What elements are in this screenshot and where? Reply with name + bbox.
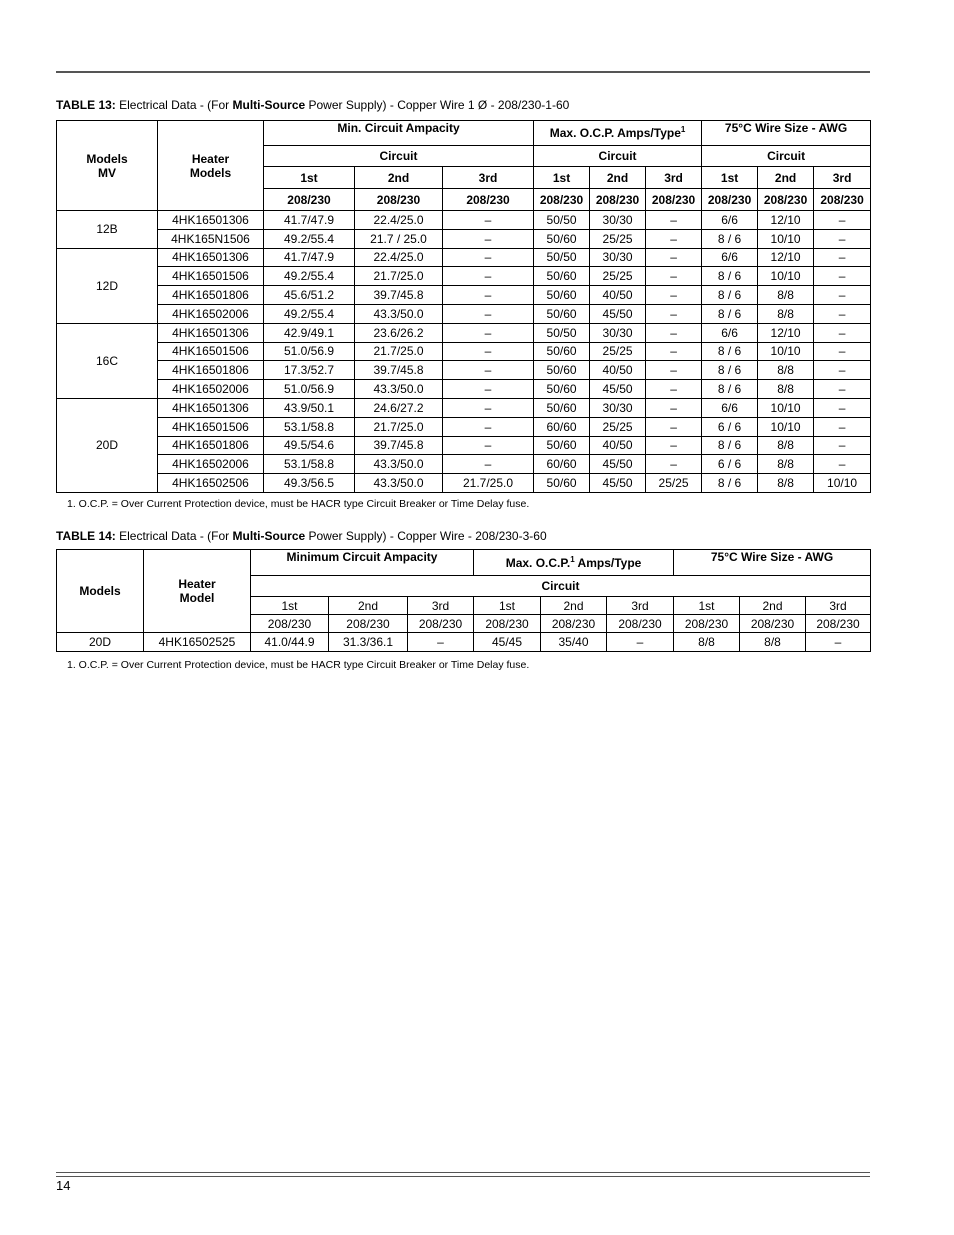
table-cell: – — [646, 361, 702, 380]
table-cell: 53.1/58.8 — [264, 417, 355, 436]
table-13-caption: TABLE 13: Electrical Data - (For Multi-Source Power Supply) - Copper Wire 1 Ø - 208/230-1-60 — [56, 98, 570, 112]
table-cell: 21.7/25.0 — [443, 474, 534, 493]
table-cell: – — [646, 455, 702, 474]
table-cell: – — [443, 361, 534, 380]
circuit-1st-header: 1st — [702, 167, 758, 189]
table-row — [57, 304, 871, 323]
heater-models-header: Heater Models — [158, 121, 264, 211]
table-cell: – — [814, 417, 871, 436]
model-group — [57, 398, 871, 492]
table-cell: 22.4/25.0 — [355, 248, 443, 267]
table-14 — [56, 549, 871, 652]
table-cell: 6/6 — [702, 398, 758, 417]
table-cell: 30/30 — [590, 323, 646, 342]
heater-model-cell: 4HK16502006 — [158, 380, 264, 399]
table-cell: 51.0/56.9 — [264, 380, 355, 399]
table-row — [57, 323, 871, 342]
table-cell: 50/60 — [534, 380, 590, 399]
table-cell: 22.4/25.0 — [355, 211, 443, 230]
table-cell: – — [443, 398, 534, 417]
table-cell: 45/45 — [474, 633, 541, 652]
table-cell: 6/6 — [702, 211, 758, 230]
table-cell: 50/50 — [534, 248, 590, 267]
table-cell: – — [814, 248, 871, 267]
table-cell: 50/60 — [534, 342, 590, 361]
table-row — [57, 342, 871, 361]
table-14-caption: TABLE 14: Electrical Data - (For Multi-Source Power Supply) - Copper Wire - 208/230-3-60 — [56, 529, 547, 543]
table-row — [57, 229, 871, 248]
table-cell: 8 / 6 — [702, 342, 758, 361]
table-row — [57, 286, 871, 305]
table-cell: – — [814, 455, 871, 474]
table-cell: 6 / 6 — [702, 455, 758, 474]
table-cell: 25/25 — [590, 229, 646, 248]
circuit-header: Circuit — [251, 576, 871, 597]
voltage-header: 208/230 — [443, 189, 534, 211]
voltage-header: 208/230 — [607, 615, 674, 633]
table-cell: 6 / 6 — [702, 417, 758, 436]
table-cell: 25/25 — [646, 474, 702, 493]
circuit-header: Circuit — [702, 146, 871, 167]
table-cell: 8/8 — [758, 455, 814, 474]
table-cell: – — [646, 436, 702, 455]
voltage-header: 208/230 — [702, 189, 758, 211]
table-cell: 49.3/56.5 — [264, 474, 355, 493]
table-cell: 25/25 — [590, 267, 646, 286]
circuit-3rd-header: 3rd — [408, 597, 474, 615]
table-cell: 25/25 — [590, 417, 646, 436]
table-cell: 60/60 — [534, 417, 590, 436]
voltage-header: 208/230 — [674, 615, 740, 633]
table-cell: 8/8 — [758, 474, 814, 493]
voltage-header: 208/230 — [251, 615, 329, 633]
heater-model-cell: 4HK16501306 — [158, 248, 264, 267]
table-cell: 30/30 — [590, 248, 646, 267]
table-cell: – — [408, 633, 474, 652]
voltage-header: 208/230 — [806, 615, 871, 633]
heater-model-cell: 4HK16501306 — [158, 398, 264, 417]
table-cell: 45/50 — [590, 455, 646, 474]
model-group — [57, 248, 871, 323]
voltage-header: 208/230 — [646, 189, 702, 211]
voltage-header: 208/230 — [740, 615, 806, 633]
table-cell: 8 / 6 — [702, 380, 758, 399]
circuit-header: Circuit — [534, 146, 702, 167]
table-cell: 21.7/25.0 — [355, 267, 443, 286]
table-cell: – — [443, 380, 534, 399]
heater-model-cell: 4HK16502506 — [158, 474, 264, 493]
table-cell: – — [646, 342, 702, 361]
table-cell: – — [443, 323, 534, 342]
footer-rule — [56, 1172, 870, 1177]
table-cell: 17.3/52.7 — [264, 361, 355, 380]
model-cell: 20D — [57, 398, 158, 492]
model-group — [57, 323, 871, 398]
table-cell: 39.7/45.8 — [355, 436, 443, 455]
models-header: Models — [57, 550, 144, 633]
voltage-header: 208/230 — [264, 189, 355, 211]
table-cell: – — [646, 323, 702, 342]
voltage-header: 208/230 — [534, 189, 590, 211]
max-ocp-header: Max. O.C.P. Amps/Type$^1$ — [534, 121, 702, 146]
table-cell: 49.2/55.4 — [264, 304, 355, 323]
table-cell: 8/8 — [758, 361, 814, 380]
table-cell: 45.6/51.2 — [264, 286, 355, 305]
table-cell: 50/60 — [534, 361, 590, 380]
table-cell: – — [814, 342, 871, 361]
table-cell: – — [443, 286, 534, 305]
table-cell: – — [814, 267, 871, 286]
table-cell: 21.7/25.0 — [355, 417, 443, 436]
table-cell: – — [814, 380, 871, 399]
table-cell: 8/8 — [758, 380, 814, 399]
model-cell: 12D — [57, 248, 158, 323]
table-cell: 43.9/50.1 — [264, 398, 355, 417]
circuit-1st-header: 1st — [534, 167, 590, 189]
table-cell: – — [814, 304, 871, 323]
table-cell: 25/25 — [590, 342, 646, 361]
voltage-header: 208/230 — [814, 189, 871, 211]
table-cell: 41.0/44.9 — [251, 633, 329, 652]
circuit-2nd-header: 2nd — [740, 597, 806, 615]
circuit-3rd-header: 3rd — [607, 597, 674, 615]
table-cell: 50/60 — [534, 286, 590, 305]
table-cell: 10/10 — [758, 342, 814, 361]
table-cell: – — [814, 436, 871, 455]
table-cell: – — [814, 398, 871, 417]
table-cell: – — [607, 633, 674, 652]
table-cell: 21.7/25.0 — [355, 342, 443, 361]
heater-model-cell: 4HK16502006 — [158, 455, 264, 474]
table-cell: – — [443, 304, 534, 323]
heater-model-cell: 4HK16501506 — [158, 342, 264, 361]
table-cell: – — [646, 304, 702, 323]
circuit-2nd-header: 2nd — [329, 597, 408, 615]
table-cell: 12/10 — [758, 248, 814, 267]
table-13-footnote: 1. O.C.P. = Over Current Protection device, must be HACR type Circuit Breaker or Time Delay fuse. — [67, 498, 530, 510]
circuit-2nd-header: 2nd — [590, 167, 646, 189]
heater-model-header: Heater Model — [144, 550, 251, 633]
table-row — [57, 211, 871, 230]
table-cell: 53.1/58.8 — [264, 455, 355, 474]
table-row — [57, 267, 871, 286]
table-cell: 50/60 — [534, 304, 590, 323]
heater-model-cell: 4HK165N1506 — [158, 229, 264, 248]
circuit-3rd-header: 3rd — [443, 167, 534, 189]
table-cell: – — [443, 417, 534, 436]
table-cell: – — [443, 229, 534, 248]
table-cell: 51.0/56.9 — [264, 342, 355, 361]
table-cell: – — [443, 267, 534, 286]
table-row — [57, 417, 871, 436]
table-cell: – — [646, 267, 702, 286]
table-cell: – — [646, 286, 702, 305]
table-cell: 8 / 6 — [702, 304, 758, 323]
table-cell: – — [814, 211, 871, 230]
table-cell: 8/8 — [758, 304, 814, 323]
table-cell: 8 / 6 — [702, 229, 758, 248]
table-cell: 40/50 — [590, 361, 646, 380]
heater-model-cell: 4HK16502006 — [158, 304, 264, 323]
table-cell: – — [443, 248, 534, 267]
table-cell: 8 / 6 — [702, 286, 758, 305]
table-cell: 8/8 — [758, 286, 814, 305]
table-cell: 21.7 / 25.0 — [355, 229, 443, 248]
table-cell: 8 / 6 — [702, 267, 758, 286]
table-cell: – — [443, 436, 534, 455]
table-cell: 45/50 — [590, 304, 646, 323]
model-cell: 16C — [57, 323, 158, 398]
table-cell: 12/10 — [758, 211, 814, 230]
voltage-header: 208/230 — [590, 189, 646, 211]
table-cell: 8/8 — [674, 633, 740, 652]
table-cell: – — [806, 633, 871, 652]
table-cell: 50/50 — [534, 323, 590, 342]
table-cell: 12/10 — [758, 323, 814, 342]
heater-model-cell: 4HK16501506 — [158, 417, 264, 436]
table-cell: 8/8 — [758, 436, 814, 455]
model-cell: 20D — [57, 633, 144, 652]
table-row — [57, 380, 871, 399]
max-ocp-header: Max. O.C.P.$^1$ Amps/Type — [474, 550, 674, 576]
table-row — [57, 436, 871, 455]
table-cell: 49.2/55.4 — [264, 229, 355, 248]
table-14-footnote: 1. O.C.P. = Over Current Protection device, must be HACR type Circuit Breaker or Time Delay fuse. — [67, 659, 530, 671]
voltage-header: 208/230 — [758, 189, 814, 211]
table-cell: 41.7/47.9 — [264, 211, 355, 230]
table-cell: 6/6 — [702, 248, 758, 267]
circuit-2nd-header: 2nd — [758, 167, 814, 189]
table-cell: 10/10 — [814, 474, 871, 493]
table-cell: 50/60 — [534, 436, 590, 455]
table-cell: – — [443, 455, 534, 474]
table-cell: 50/60 — [534, 229, 590, 248]
voltage-header: 208/230 — [474, 615, 541, 633]
table-cell: – — [646, 211, 702, 230]
circuit-header: Circuit — [264, 146, 534, 167]
circuit-2nd-header: 2nd — [355, 167, 443, 189]
page-number: 14 — [56, 1178, 71, 1193]
wire-size-header: 75°C Wire Size - AWG — [702, 121, 871, 146]
circuit-1st-header: 1st — [264, 167, 355, 189]
table-cell: – — [443, 342, 534, 361]
table-cell: 43.3/50.0 — [355, 474, 443, 493]
table-row — [57, 633, 871, 652]
table-cell: 45/50 — [590, 380, 646, 399]
table-cell: 50/60 — [534, 474, 590, 493]
circuit-1st-header: 1st — [251, 597, 329, 615]
table-cell: 35/40 — [541, 633, 607, 652]
table-cell: 30/30 — [590, 211, 646, 230]
table-cell: 10/10 — [758, 417, 814, 436]
table-cell: 43.3/50.0 — [355, 380, 443, 399]
circuit-3rd-header: 3rd — [814, 167, 871, 189]
circuit-2nd-header: 2nd — [541, 597, 607, 615]
table-cell: – — [646, 417, 702, 436]
table-cell: 10/10 — [758, 398, 814, 417]
circuit-1st-header: 1st — [474, 597, 541, 615]
table-cell: 8 / 6 — [702, 474, 758, 493]
table-cell: – — [646, 248, 702, 267]
heater-model-cell: 4HK16501306 — [158, 323, 264, 342]
circuit-3rd-header: 3rd — [806, 597, 871, 615]
table-cell: 45/50 — [590, 474, 646, 493]
wire-size-header: 75°C Wire Size - AWG — [674, 550, 871, 576]
heater-model-cell: 4HK16501506 — [158, 267, 264, 286]
table-cell: 43.3/50.0 — [355, 304, 443, 323]
table-cell: 31.3/36.1 — [329, 633, 408, 652]
model-cell: 12B — [57, 211, 158, 249]
table-cell: 10/10 — [758, 267, 814, 286]
table-cell: – — [646, 398, 702, 417]
table-cell: 23.6/26.2 — [355, 323, 443, 342]
table-cell: 39.7/45.8 — [355, 286, 443, 305]
table-cell: – — [646, 380, 702, 399]
table-cell: 8 / 6 — [702, 436, 758, 455]
circuit-3rd-header: 3rd — [646, 167, 702, 189]
table-row — [57, 398, 871, 417]
table-cell: 43.3/50.0 — [355, 455, 443, 474]
table-row — [57, 361, 871, 380]
table-cell: 49.5/54.6 — [264, 436, 355, 455]
table-row — [57, 474, 871, 493]
table-cell: – — [814, 323, 871, 342]
min-circuit-ampacity-header: Minimum Circuit Ampacity — [251, 550, 474, 576]
table-cell: 41.7/47.9 — [264, 248, 355, 267]
heater-model-cell: 4HK16502525 — [144, 633, 251, 652]
table-cell: 60/60 — [534, 455, 590, 474]
table-cell: 8/8 — [740, 633, 806, 652]
voltage-header: 208/230 — [408, 615, 474, 633]
voltage-header: 208/230 — [329, 615, 408, 633]
voltage-header: 208/230 — [355, 189, 443, 211]
heater-model-cell: 4HK16501806 — [158, 286, 264, 305]
table-row — [57, 248, 871, 267]
table-cell: 40/50 — [590, 286, 646, 305]
table-cell: – — [443, 211, 534, 230]
table-cell: 6/6 — [702, 323, 758, 342]
heater-model-cell: 4HK16501306 — [158, 211, 264, 230]
circuit-1st-header: 1st — [674, 597, 740, 615]
voltage-header: 208/230 — [541, 615, 607, 633]
min-circuit-ampacity-header: Min. Circuit Ampacity — [264, 121, 534, 146]
table-cell: 42.9/49.1 — [264, 323, 355, 342]
heater-model-cell: 4HK16501806 — [158, 436, 264, 455]
heater-model-cell: 4HK16501806 — [158, 361, 264, 380]
models-header: Models MV — [57, 121, 158, 211]
table-cell: 8 / 6 — [702, 361, 758, 380]
table-cell: 50/60 — [534, 398, 590, 417]
table-13 — [56, 120, 871, 493]
table-cell: 49.2/55.4 — [264, 267, 355, 286]
model-group — [57, 211, 871, 249]
table-cell: 39.7/45.8 — [355, 361, 443, 380]
table-cell: 50/60 — [534, 267, 590, 286]
table-cell: – — [814, 286, 871, 305]
table-cell: 50/50 — [534, 211, 590, 230]
table-cell: 10/10 — [758, 229, 814, 248]
table-cell: 24.6/27.2 — [355, 398, 443, 417]
table-cell: 30/30 — [590, 398, 646, 417]
table-row — [57, 455, 871, 474]
header-rule — [56, 71, 870, 73]
table-cell: 40/50 — [590, 436, 646, 455]
table-cell: – — [814, 229, 871, 248]
table-cell: – — [646, 229, 702, 248]
table-cell: – — [814, 361, 871, 380]
